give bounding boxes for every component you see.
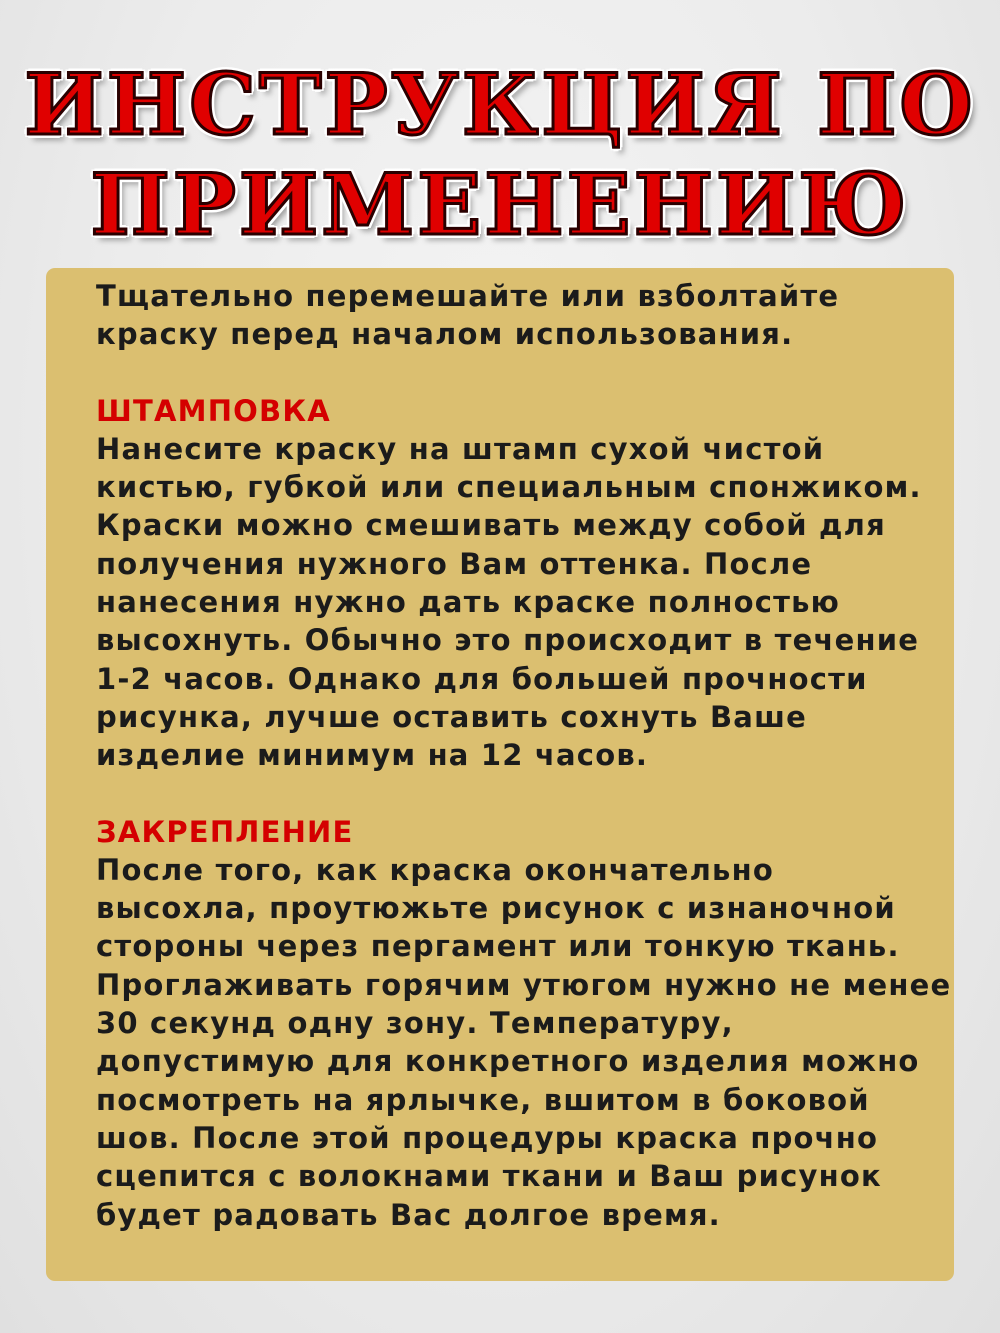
spacer xyxy=(96,775,956,813)
spacer xyxy=(96,354,956,392)
section-heading-fixing: ЗАКРЕПЛЕНИЕ xyxy=(96,814,354,849)
intro-text: Тщательно перемешайте или взболтайте краску перед началом использования. xyxy=(96,279,840,352)
section-heading-stamping: ШТАМПОВКА xyxy=(96,393,331,428)
title-line-1: ИНСТРУКЦИЯ ПО xyxy=(24,55,976,154)
instruction-content xyxy=(96,277,956,1234)
page-title xyxy=(0,55,1000,255)
title-line-2: ПРИМЕНЕНИЮ xyxy=(90,155,910,254)
section-text-stamping: Нанесите краску на штамп сухой чистой кистью, губкой или специальным спонжиком. Краски можно смешивать между собой для получения нужного Вам оттенка. После нанесения нужно дать краске полностью высохнуть. Обычно это происходит в течение 1-2 часов. Однако для большей прочности рисунка, лучше оставить сохнуть Ваше изделие минимум на 12 часов. xyxy=(96,431,922,773)
section-text-fixing: После того, как краска окончательно высохла, проутюжьте рисунок с изнаночной стороны через пергамент или тонкую ткань. Проглаживать горячим утюгом нужно не менее 30 секунд одну зону. Температуру, допустимую для конкретного изделия можно посмотреть на ярлычке, вшитом в боковой шов. После этой процедуры краска прочно сцепится с волокнами ткани и Ваш рисунок будет радовать Вас долгое время. xyxy=(96,852,952,1232)
